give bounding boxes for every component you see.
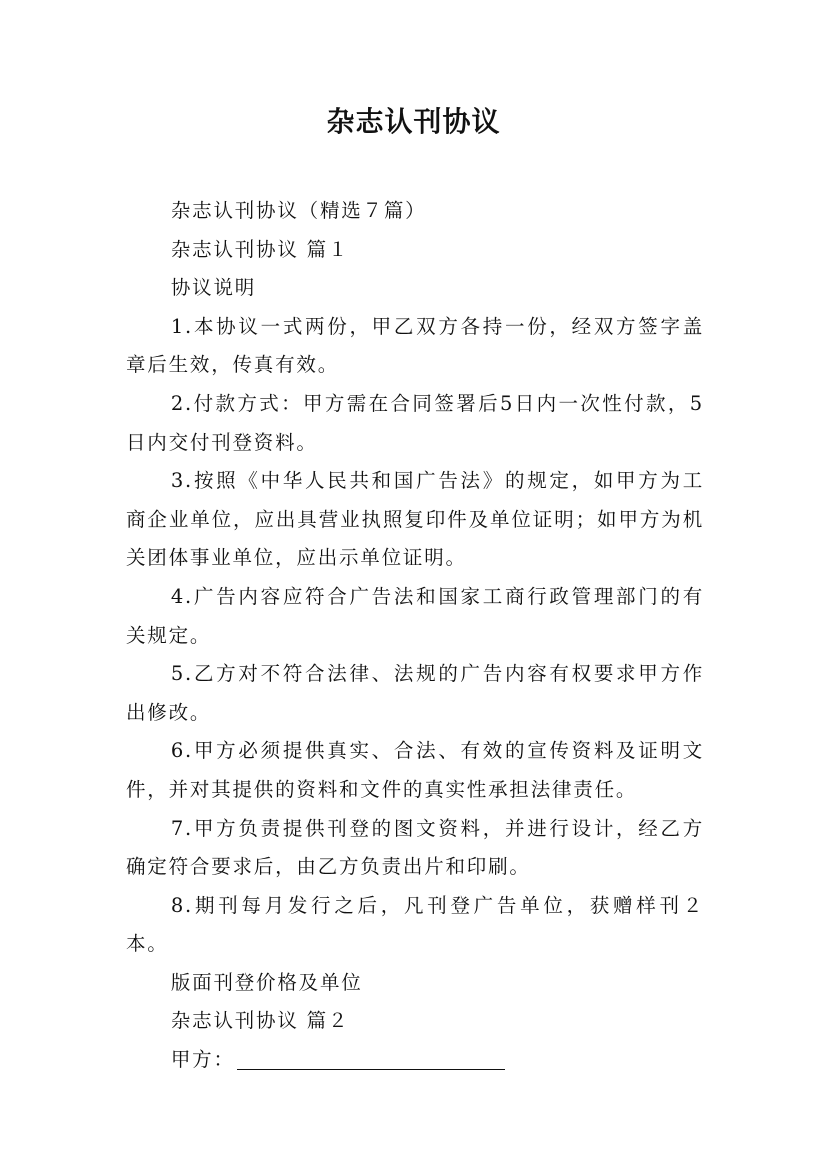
party-a-label: 甲方：	[170, 1048, 235, 1072]
paragraph-clause-1: 1.本协议一式两份，甲乙双方各持一份，经双方签字盖章后生效，传真有效。	[126, 314, 704, 377]
paragraph-clause-3: 3.按照《中华人民共和国广告法》的规定，如甲方为工商企业单位，应出具营业执照复印件及单位证明；如甲方为机关团体事业单位，应出示单位证明。	[126, 469, 704, 570]
paragraph-clause-2: 2.付款方式：甲方需在合同签署后5日内一次性付款，5日内交付刊登资料。	[126, 391, 704, 454]
paragraph-clause-4: 4.广告内容应符合广告法和国家工商行政管理部门的有关规定。	[126, 584, 704, 647]
document-title: 杂志认刊协议	[326, 105, 501, 138]
paragraph-pricing-heading: 版面刊登价格及单位	[170, 970, 363, 994]
paragraph-section-heading: 杂志认刊协议 篇１	[170, 237, 350, 261]
paragraph-clause-5: 5.乙方对不符合法律、法规的广告内容有权要求甲方作出修改。	[126, 662, 704, 724]
paragraph-agreement-notes-heading: 协议说明	[170, 276, 257, 300]
paragraph-clause-6: 6.甲方必须提供真实、合法、有效的宣传资料及证明文件，并对其提供的资料和文件的真实性承担法律责任。	[126, 739, 704, 801]
paragraph-section-heading-2: 杂志认刊协议 篇２	[170, 1009, 350, 1033]
paragraph-clause-7: 7.甲方负责提供刊登的图文资料，并进行设计，经乙方确定符合要求后，由乙方负责出片和印刷。	[126, 816, 704, 879]
paragraph-clause-8: 8.期刊每月发行之后，凡刊登广告单位，获赠样刊２本。	[126, 893, 704, 956]
paragraph-subtitle: 杂志认刊协议（精选７篇）	[170, 199, 427, 222]
party-a-line	[126, 1041, 704, 1080]
document-body	[126, 192, 704, 1080]
party-a-blank-line	[237, 1050, 505, 1071]
